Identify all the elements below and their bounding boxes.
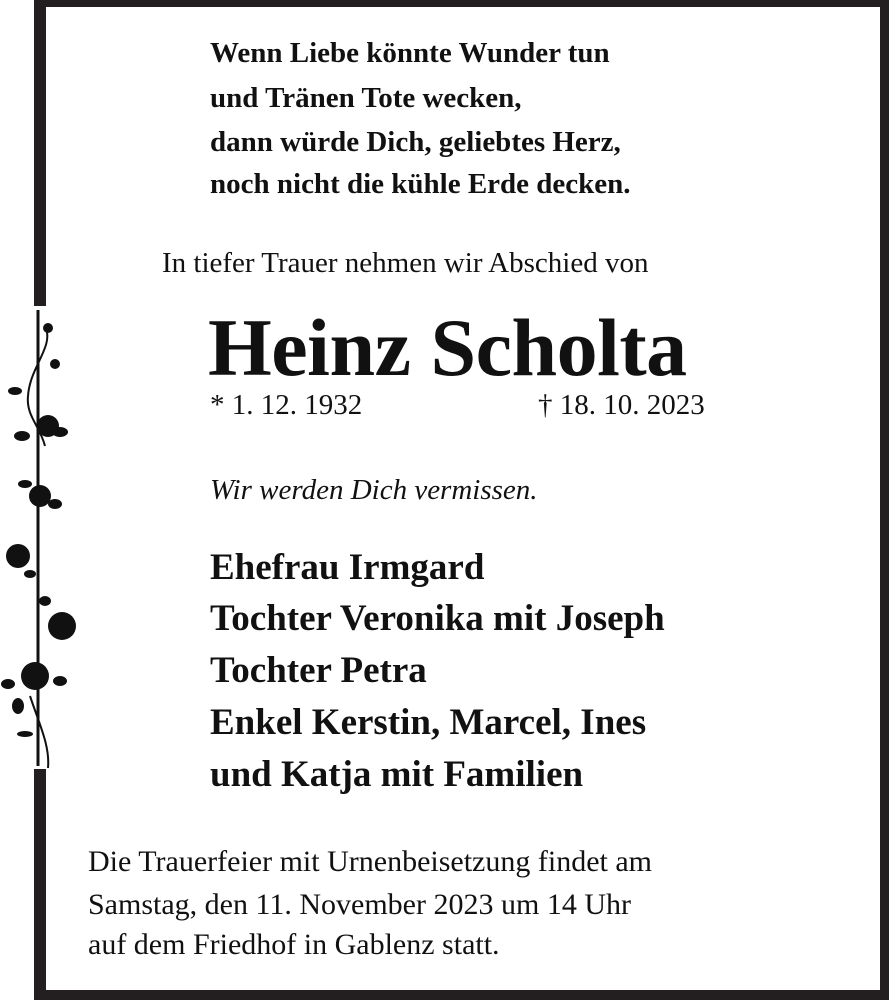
mourner-line: Enkel Kerstin, Marcel, Ines <box>210 702 647 743</box>
frame-bottom <box>34 990 889 1000</box>
mourner-line: Ehefrau Irmgard <box>210 547 485 588</box>
poem-line-4: noch nicht die kühle Erde decken. <box>210 168 631 200</box>
poem-line-1: Wenn Liebe könnte Wunder tun <box>210 37 610 69</box>
deceased-name: Heinz Scholta <box>208 302 687 393</box>
frame-left-lower <box>34 769 46 1000</box>
ceremony-line: Samstag, den 11. November 2023 um 14 Uhr <box>88 888 631 921</box>
motto: Wir werden Dich vermissen. <box>210 474 538 506</box>
floral-ornament-icon <box>0 306 90 770</box>
frame-right <box>880 0 889 1000</box>
frame-left-upper <box>34 0 46 306</box>
poem-line-3: dann würde Dich, geliebtes Herz, <box>210 126 621 158</box>
frame-top <box>34 0 889 7</box>
intro-text: In tiefer Trauer nehmen wir Abschied von <box>162 247 649 279</box>
death-date: † 18. 10. 2023 <box>538 389 705 421</box>
ceremony-line: Die Trauerfeier mit Urnenbeisetzung findet am <box>88 845 652 878</box>
ceremony-line: auf dem Friedhof in Gablenz statt. <box>88 928 500 961</box>
mourner-line: und Katja mit Familien <box>210 754 584 795</box>
mourner-line: Tochter Veronika mit Joseph <box>210 598 665 639</box>
poem-line-2: und Tränen Tote wecken, <box>210 82 522 114</box>
birth-date: * 1. 12. 1932 <box>210 389 363 421</box>
mourner-line: Tochter Petra <box>210 650 427 691</box>
